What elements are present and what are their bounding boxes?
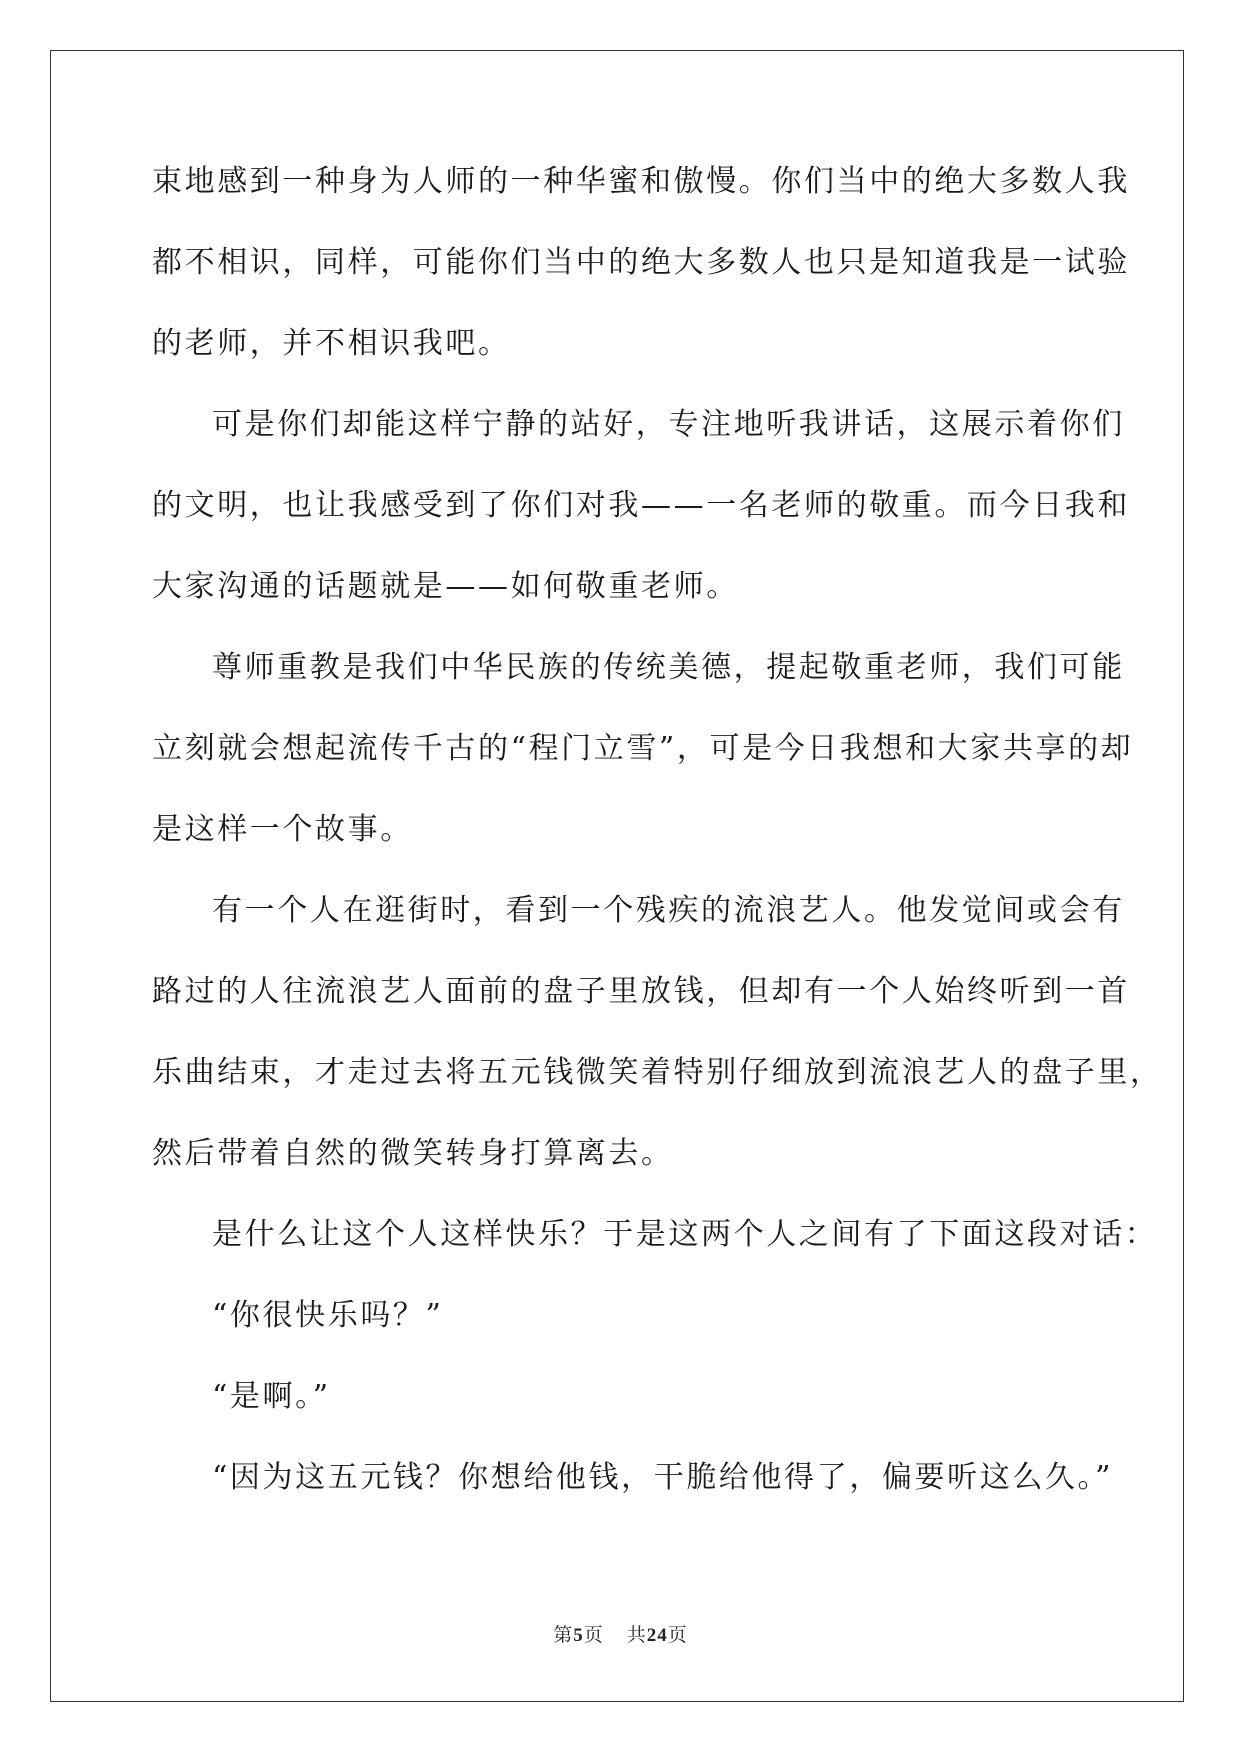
- text-line-13: 然后带着自然的微笑转身打算离去。: [152, 1136, 674, 1171]
- text-line-10: 有一个人在逛街时，看到一个残疾的流浪艺人。他发觉间或会有: [212, 893, 1125, 928]
- footer-total-suffix: 页: [667, 1625, 688, 1646]
- text-line-15: “你很快乐吗？”: [212, 1298, 444, 1333]
- text-line-7: 尊师重教是我们中华民族的传统美德，提起敬重老师，我们可能: [212, 650, 1125, 685]
- footer-page-number: 5: [573, 1625, 584, 1646]
- footer-total-prefix: 共: [626, 1625, 647, 1646]
- footer-page-suffix: 页: [583, 1625, 604, 1646]
- text-line-11: 路过的人往流浪艺人面前的盘子里放钱，但却有一个人始终听到一首: [152, 974, 1130, 1009]
- footer-page-prefix: 第: [553, 1625, 574, 1646]
- text-line-8: 立刻就会想起流传千古的“程门立雪”，可是今日我想和大家共享的却: [152, 731, 1134, 766]
- text-line-17: “因为这五元钱？你想给他钱，干脆给他得了，偏要听这么久。”: [212, 1460, 1114, 1495]
- footer-total-pages: 24: [646, 1625, 668, 1646]
- text-line-14: 是什么让这个人这样快乐？于是这两个人之间有了下面这段对话：: [212, 1217, 1158, 1252]
- text-line-5: 的文明，也让我感受到了你们对我——一名老师的敬重。而今日我和: [152, 488, 1130, 523]
- text-line-1: 束地感到一种身为人师的一种华蜜和傲慢。你们当中的绝大多数人我: [152, 164, 1130, 199]
- text-line-4: 可是你们却能这样宁静的站好，专注地听我讲话，这展示着你们: [212, 407, 1125, 442]
- page-border: [50, 50, 1184, 1702]
- page-footer: [0, 1620, 1241, 1647]
- text-line-9: 是这样一个故事。: [152, 812, 413, 847]
- text-line-3: 的老师，并不相识我吧。: [152, 326, 511, 361]
- text-line-12: 乐曲结束，才走过去将五元钱微笑着特别仔细放到流浪艺人的盘子里，: [152, 1055, 1163, 1090]
- text-line-2: 都不相识，同样，可能你们当中的绝大多数人也只是知道我是一试验: [152, 245, 1130, 280]
- text-line-16: “是啊。”: [212, 1379, 331, 1414]
- text-line-6: 大家沟通的话题就是——如何敬重老师。: [152, 569, 739, 604]
